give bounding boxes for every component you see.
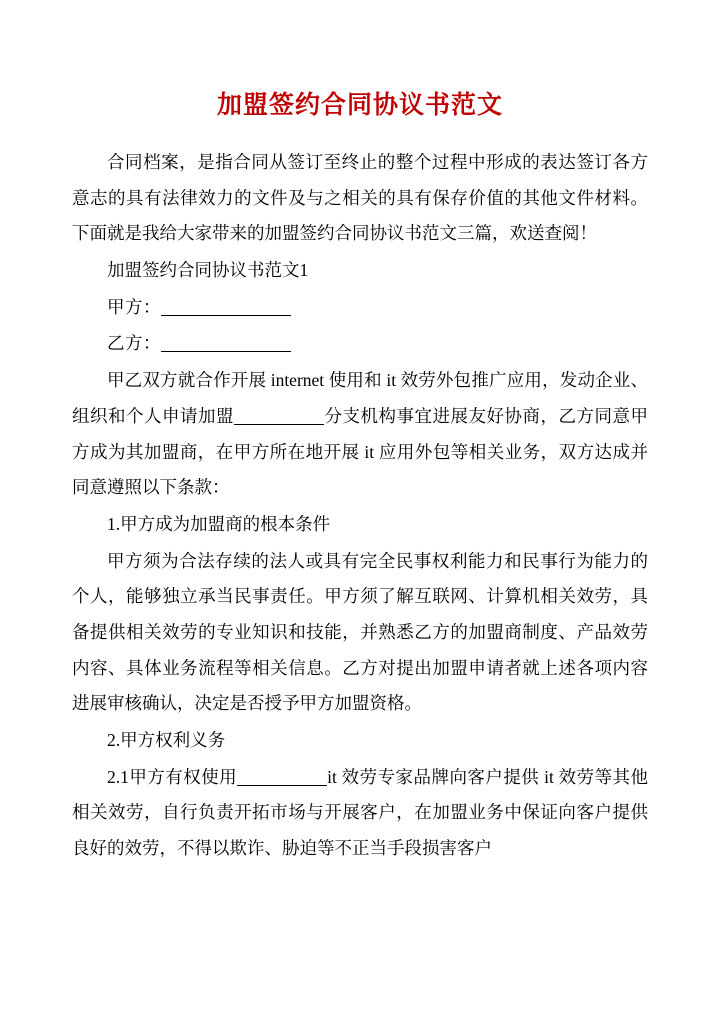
party-a-line: [72, 290, 648, 326]
paragraph-preamble: [72, 363, 648, 506]
paragraph-intro: 合同档案，是指合同从签订至终止的整个过程中形成的表达签订各方意志的具有法律效力的文件及与之相关的具有保存价值的其他文件材料。下面就是我给大家带来的加盟签约合同协议书范文三篇，欢送查阅！: [72, 152, 648, 244]
page-title: 加盟签约合同协议书范文: [216, 92, 503, 119]
party-a-blank: [161, 315, 291, 316]
party-a-label: 甲方：: [107, 296, 161, 317]
clause-1-title: 1.甲方成为加盟商的根本条件: [107, 513, 331, 534]
clause-1-body: 甲方须为合法存续的法人或具有完全民事权利能力和民事行为能力的个人，能够独立承当民事责任。甲方须了解互联网、计算机相关效劳，具备提供相关效劳的专业知识和技能，并熟悉乙方的加盟商制度、产品效劳内容、具体业务流程等相关信息。乙方对提出加盟申请者就上述各项内容进展审核确认，决定是否授予甲方加盟资格。: [72, 550, 648, 714]
preamble-text-before: 甲乙双方就合作开展 internet 使用和 it 效劳外包推广应用，发动企业、组织和个人申请加盟: [72, 370, 648, 426]
preamble-blank: [234, 424, 324, 425]
party-b-line: [72, 326, 648, 362]
party-b-blank: [161, 351, 291, 352]
section-heading-1: 加盟签约合同协议书范文1: [107, 260, 309, 281]
preamble-text-after: 分支机构事宜进展友好协商，乙方同意甲方成为其加盟商，在甲方所在地开展 it 应用外包等相关业务，双方达成并同意遵照以下条款：: [72, 405, 648, 498]
party-b-label: 乙方：: [107, 333, 161, 354]
clause-2-1-after: it 效劳专家品牌向客户提供 it 效劳等其他相关效劳，自行负责开拓市场与开展客户，在加盟业务中保证向客户提供良好的效劳，不得以欺诈、胁迫等不正当手段损害客户: [72, 766, 648, 859]
clause-2-1-before: 2.1甲方有权使用: [107, 766, 238, 787]
clause-2-1: [72, 760, 648, 867]
clause-2-1-blank: [237, 785, 327, 786]
clause-2-title: 2.甲方权利义务: [107, 730, 226, 750]
